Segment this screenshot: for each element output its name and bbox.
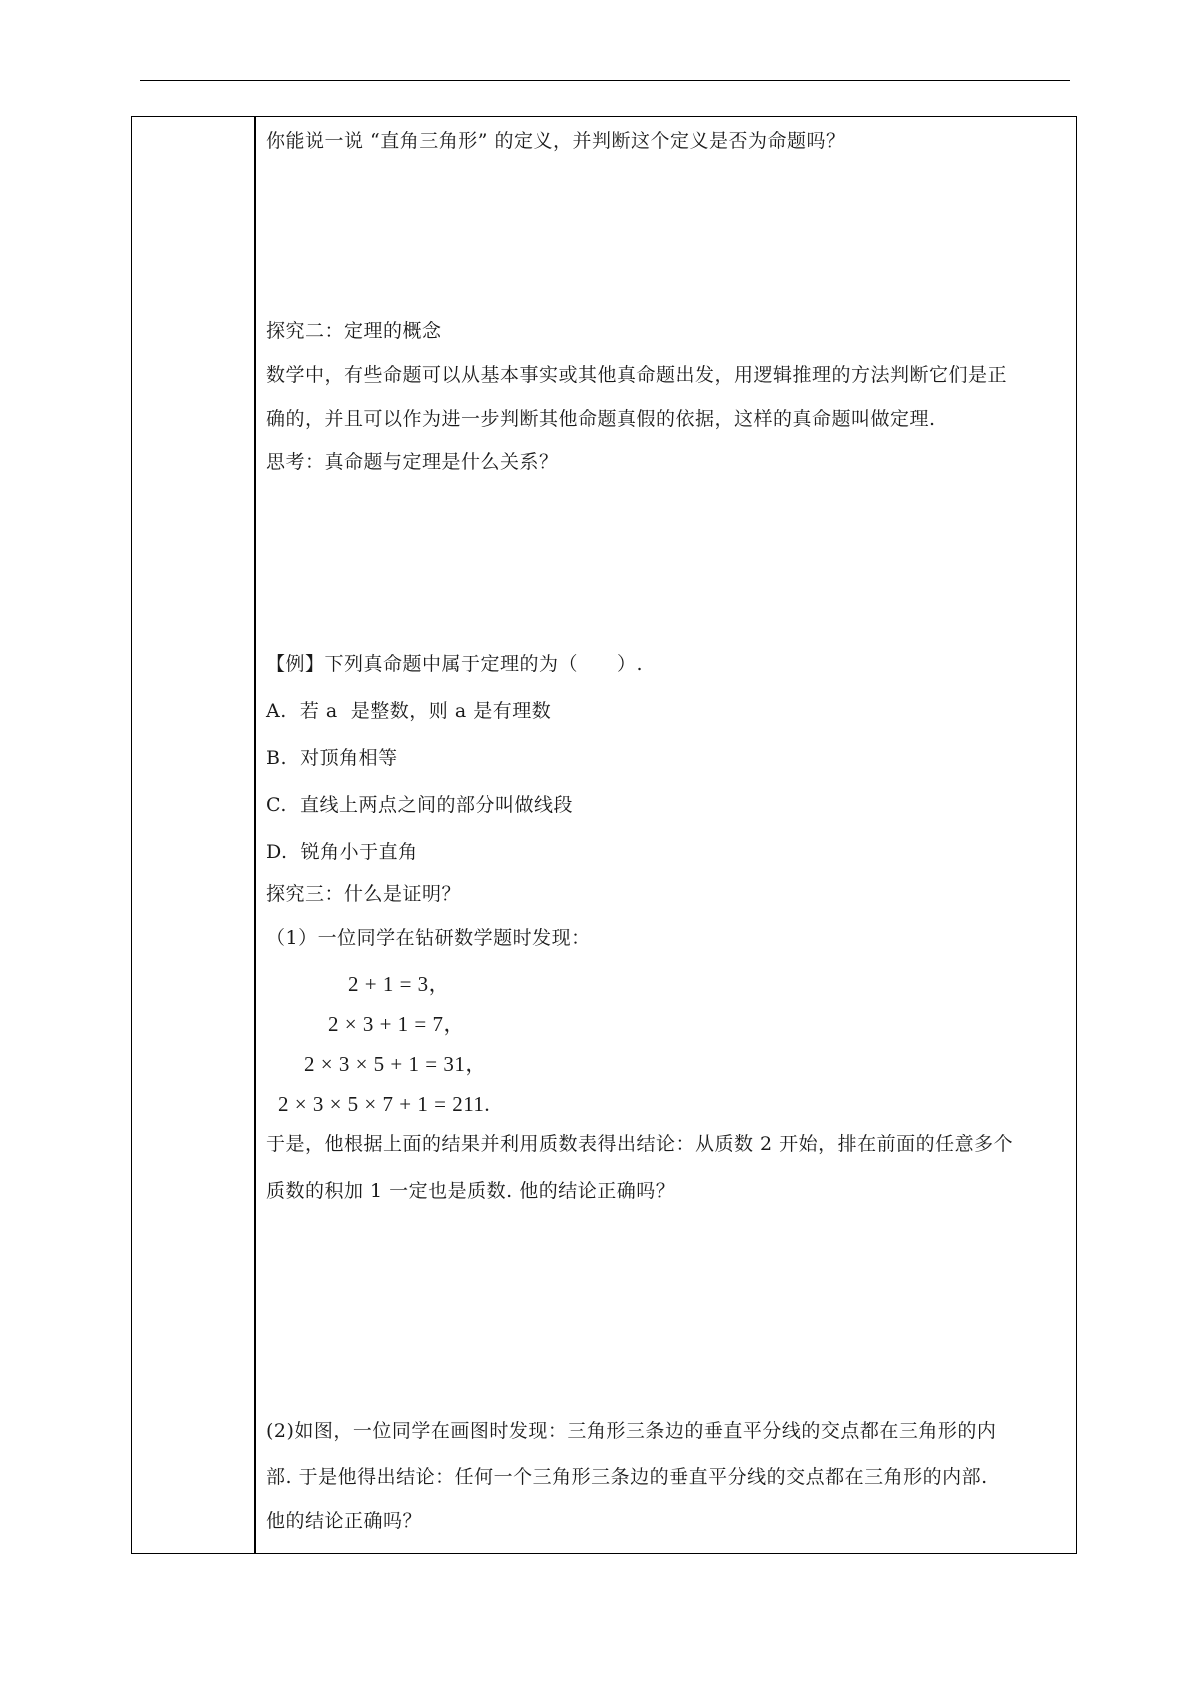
option-b: B. 对顶角相等	[266, 747, 398, 769]
section2-paragraph-line1: 数学中，有些命题可以从基本事实或其他真命题出发，用逻辑推理的方法判断它们是正	[266, 364, 1008, 386]
item2-line1: (2)如图，一位同学在画图时发现：三角形三条边的垂直平分线的交点都在三角形的内	[266, 1420, 997, 1442]
section2-title: 探究二：定理的概念	[266, 320, 442, 342]
conclusion1-line2: 质数的积加 1 一定也是质数. 他的结论正确吗？	[266, 1180, 676, 1202]
option-c: C. 直线上两点之间的部分叫做线段	[266, 794, 573, 816]
equation-4: 2 × 3 × 5 × 7 + 1 = 211.	[278, 1092, 491, 1116]
section2-paragraph-line2: 确的，并且可以作为进一步判断其他命题真假的依据，这样的真命题叫做定理.	[266, 408, 936, 430]
option-a: A. 若 a 是整数，则 a 是有理数	[266, 700, 552, 722]
section3-title: 探究三：什么是证明？	[266, 883, 462, 905]
equation-3: 2 × 3 × 5 + 1 = 31，	[304, 1052, 487, 1076]
header-rule	[140, 80, 1070, 81]
column-divider	[254, 117, 256, 1553]
item1-intro: （1）一位同学在钻研数学题时发现：	[266, 927, 591, 949]
lesson-table	[131, 116, 1077, 1554]
equation-1: 2 + 1 = 3，	[348, 972, 451, 996]
definition-question: 你能说一说 “直角三角形” 的定义，并判断这个定义是否为命题吗？	[266, 130, 846, 152]
item2-line3: 他的结论正确吗？	[266, 1510, 423, 1532]
think-question: 思考：真命题与定理是什么关系？	[266, 451, 559, 473]
item2-line2: 部. 于是他得出结论：任何一个三角形三条边的垂直平分线的交点都在三角形的内部.	[266, 1466, 988, 1488]
example-stem: 【例】下列真命题中属于定理的为（ ）.	[266, 653, 644, 675]
conclusion1-line1: 于是，他根据上面的结果并利用质数表得出结论：从质数 2 开始，排在前面的任意多个	[266, 1133, 1014, 1155]
option-d: D. 锐角小于直角	[266, 841, 418, 863]
equation-2: 2 × 3 + 1 = 7，	[328, 1012, 466, 1036]
